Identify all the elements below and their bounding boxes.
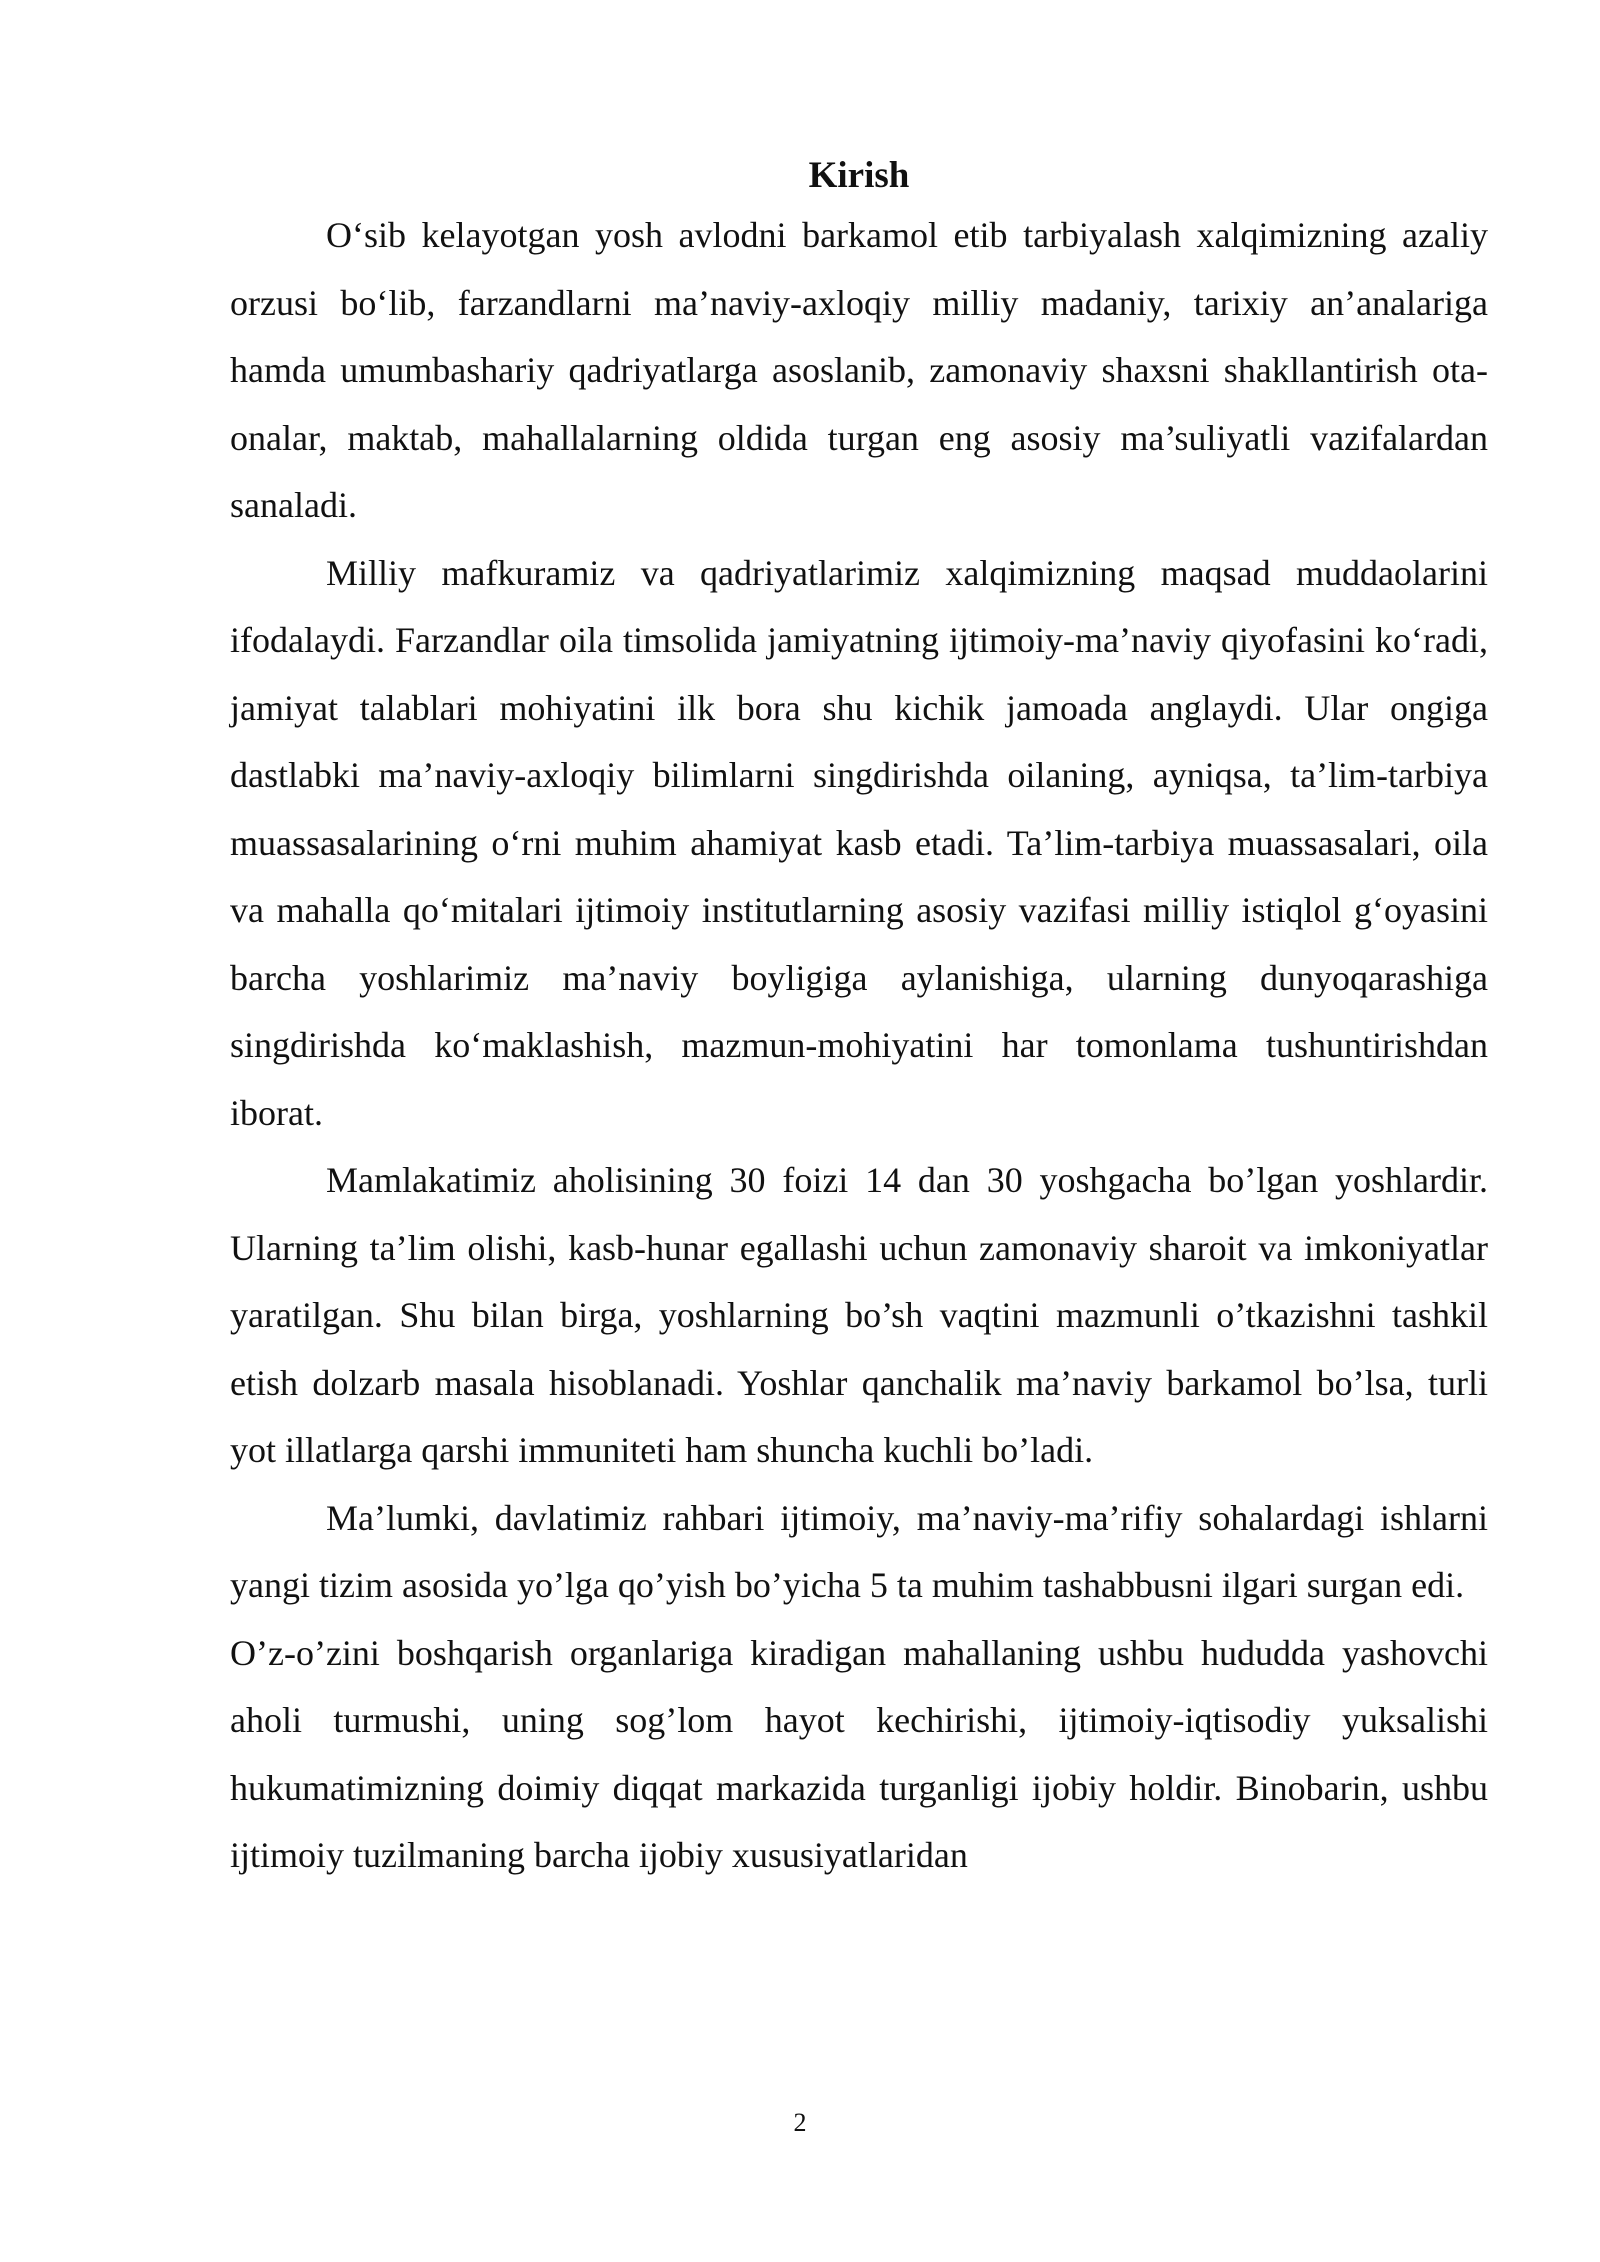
page-title: Kirish xyxy=(808,155,910,196)
page-number: 2 xyxy=(793,2108,807,2137)
paragraph-1: O‘sib kelayotgan yosh avlodni barkamol etib tarbiyalash xalqimizning azaliy orzusi bo‘lib, farzandlarni ma’naviy-axloqiy milliy madaniy, tarixiy an’analariga hamda umumbashariy qadriyatlarga asoslanib, zamonaviy shaxsni shakllantirish ota-onalar, maktab, mahallalarning oldida turgan eng asosiy ma’suliyatli vazifalardan sanaladi. xyxy=(230,215,1488,525)
paragraph-2: Milliy mafkuramiz va qadriyatlarimiz xalqimizning maqsad muddaolarini ifodalaydi. Farzandlar oila timsolida jamiyatning ijtimoiy-ma’naviy qiyofasini ko‘radi, jamiyat talablari mohiyatini ilk bora shu kichik jamoada anglaydi. Ular ongiga dastlabki ma’naviy-axloqiy bilimlarni singdirishda oilaning, ayniqsa, ta’lim-tarbiya muassasalarining o‘rni muhim ahamiyat kasb etadi. Ta’lim-tarbiya muassasalari, oila va mahalla qo‘mitalari ijtimoiy institutlarning asosiy vazifasi milliy istiqlol g‘oyasini barcha yoshlarimiz ma’naviy boyligiga aylanishiga, ularning dunyoqarashiga singdirishda ko‘maklashish, mazmun-mohiyatini har tomonlama tushuntirishdan iborat. xyxy=(230,552,1488,1133)
document-body xyxy=(230,150,1488,1890)
paragraph-4: Ma’lumki, davlatimiz rahbari ijtimoiy, ma’naviy-ma’rifiy sohalardagi ishlarni yangi tizim asosida yo’lga qo’yish bo’yicha 5 ta muhim tashabbusni ilgari surgan edi. xyxy=(230,1497,1488,1605)
paragraph-3: Mamlakatimiz aholisining 30 foizi 14 dan 30 yoshgacha bo’lgan yoshlardir. Ularning ta’lim olishi, kasb-hunar egallashi uchun zamonaviy sharoit va imkoniyatlar yaratilgan. Shu bilan birga, yoshlarning bo’sh vaqtini mazmunli o’tkazishni tashkil etish dolzarb masala hisoblanadi. Yoshlar qanchalik ma’naviy barkamol bo’lsa, turli yot illatlarga qarshi immuniteti ham shuncha kuchli bo’ladi. xyxy=(230,1160,1488,1470)
paragraph-5: O’z-o’zini boshqarish organlariga kiradigan mahallaning ushbu hududda yashovchi aholi turmushi, uning sog’lom hayot kechirishi, ijtimoiy-iqtisodiy yuksalishi hukumatimizning doimiy diqqat markazida turganligi ijobiy holdir. Binobarin, ushbu ijtimoiy tuzilmaning barcha ijobiy xususiyatlaridan xyxy=(230,1632,1488,1875)
